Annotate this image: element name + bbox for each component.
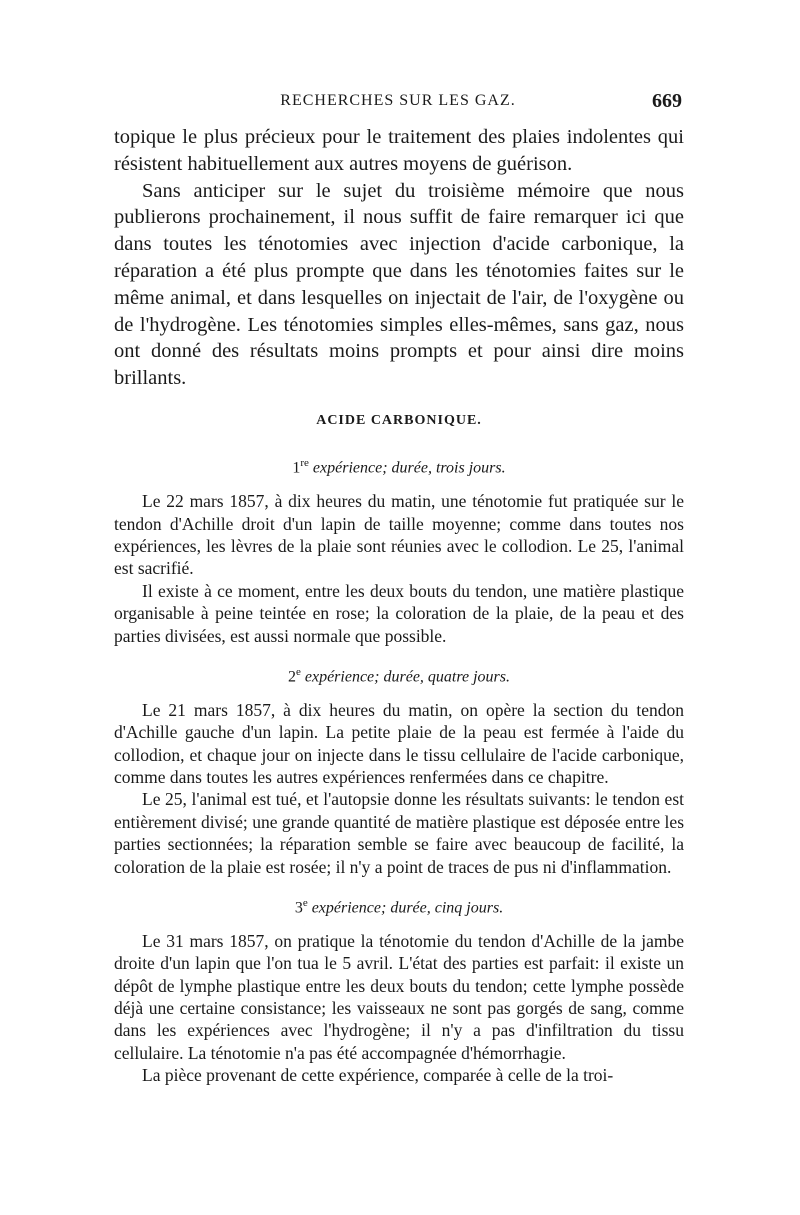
experience-title: expérience; durée, trois jours.: [312, 459, 506, 477]
paragraph: Il existe à ce moment, entre les deux bouts du tendon, une matière plastique organisable à peine teintée en rose; la coloration de la plaie, de la peau et des parties divisées, est aussi normale que possible.: [114, 580, 684, 646]
paragraph: Le 21 mars 1857, à dix heures du matin, on opère la section du tendon d'Achille gauche d'un lapin. La petite plaie de la peau est fermée à l'aide du collodion, et chaque jour on injecte dans le tissu cellulaire de l'acide carbonique, comme dans toutes les autres expériences renfermées dans ce chapitre.: [114, 699, 684, 787]
experience-ordinal: e: [302, 896, 308, 909]
paragraph: topique le plus précieux pour le traitement des plaies indolentes qui résistent habituellement aux autres moyens de guérison.: [114, 126, 684, 175]
experience-title: expérience; durée, quatre jours.: [304, 668, 510, 686]
acide-carbonique-section: [114, 404, 684, 1087]
experience-number: 2: [287, 668, 296, 686]
experience-title: expérience; durée, cinq jours.: [311, 899, 504, 917]
paragraph: Le 22 mars 1857, à dix heures du matin, une ténotomie fut pratiquée sur le tendon d'Achille droit d'un lapin de taille moyenne; comme dans toutes nos expériences, les lèvres de la plaie sont réunies avec le collodion. Le 25, l'animal est sacrifié.: [114, 491, 684, 579]
experience-ordinal: e: [295, 665, 301, 678]
page-number: 669: [652, 90, 682, 112]
experience-heading: [114, 661, 684, 689]
paragraph: Le 31 mars 1857, on pratique la ténotomie du tendon d'Achille de la jambe droite d'un lapin que l'on tua le 5 avril. L'état des parties est parfait: il existe un dépôt de lymphe plastique entre les deux bouts du tendon; cette lymphe possède déjà une certaine consistance; les vaisseaux ne sont pas gorgés de sang, comme dans les expériences avec l'hydrogène; il n'y a pas d'infiltration du tissu cellulaire. La ténotomie n'a pas été accompagnée d'hémorrhagie.: [114, 930, 684, 1063]
paragraph: La pièce provenant de cette expérience, comparée à celle de la troi-: [142, 1065, 614, 1086]
experience-heading: [114, 452, 684, 480]
experience-heading: [114, 892, 684, 920]
running-head: [114, 92, 682, 122]
experience-number: 1: [292, 459, 301, 477]
intro-text: [114, 124, 684, 392]
experience-number: 3: [294, 899, 303, 917]
section-heading: ACIDE CARBONIQUE.: [316, 413, 482, 428]
paragraph: Le 25, l'animal est tué, et l'autopsie donne les résultats suivants: le tendon est entièrement divisé; une grande quantité de matière plastique est déposée entre les parties sectionnées; la réparation semble se faire avec beaucoup de facilité, la coloration de la plaie est rosée; il n'y a point de traces de pus ni d'inflammation.: [114, 789, 684, 877]
running-title: RECHERCHES SUR LES GAZ.: [280, 92, 516, 109]
experience-ordinal: re: [300, 457, 309, 470]
paragraph: Sans anticiper sur le sujet du troisième mémoire que nous publierons prochainement, il nous suffit de faire remarquer ici que dans toutes les ténotomies avec injection d'acide carbonique, la réparation a été plus prompte que dans les ténotomies faites sur le même animal, et dans lesquelles on injectait de l'air, de l'oxygène ou de l'hydrogène. Les ténotomies simples elles-mêmes, sans gaz, nous ont donné des résultats moins prompts et pour ainsi dire moins brillants.: [114, 179, 684, 390]
